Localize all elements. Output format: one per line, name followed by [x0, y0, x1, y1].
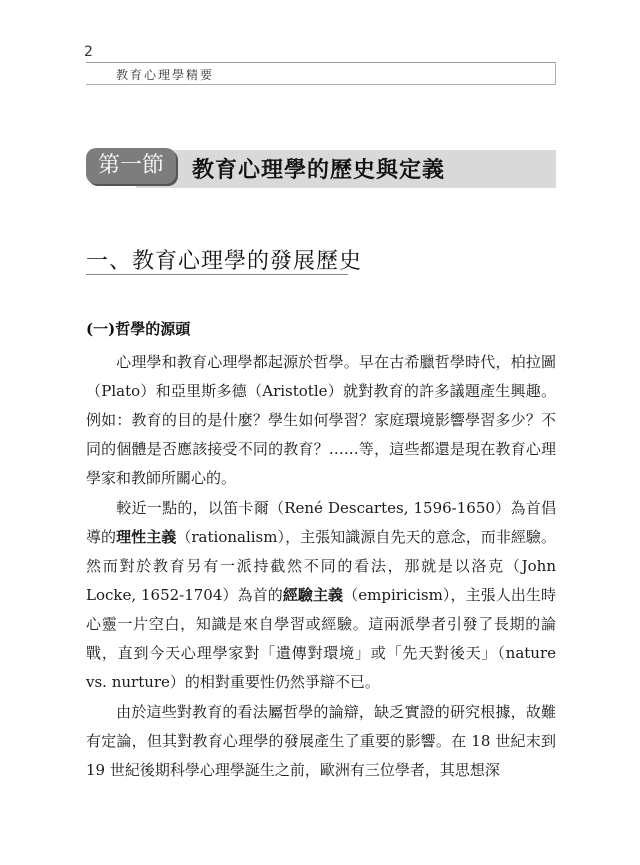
heading-2: (一)哲學的源頭 — [86, 320, 191, 338]
running-head: 教育心理學精要 — [116, 68, 215, 82]
heading-1: 一、教育心理學的發展歷史 — [86, 249, 363, 274]
paragraph-3-text: 由於這些對教育的看法屬哲學的論辯，缺乏實證的研究根據，故難有定論，但其對教育心理學的發展產生了重要的影響。在 18 世紀末到 19 世紀後期科學心理學誕生之前，歐洲有三位學者，其思想深 — [86, 703, 556, 779]
paragraph-2 — [86, 494, 556, 697]
paragraph-1 — [86, 348, 556, 493]
term-empiricism: 經驗主義 — [282, 586, 344, 604]
section-label: 第一節 — [86, 148, 176, 184]
header-rule-vertical — [555, 62, 556, 85]
paragraph-2-text-c: （rationalism），主張知識源自先天的意念，而非經驗。然而對於教育另有一派持截然不同的看法，那就是以洛克（John Locke, 1652-1704）為首的 — [86, 528, 556, 604]
section-title: 教育心理學的歷史與定義 — [192, 158, 446, 183]
heading-1-underline — [86, 274, 348, 275]
paragraph-1-text: 心理學和教育心理學都起源於哲學。早在古希臘哲學時代，柏拉圖（Plato）和亞里斯多德（Aristotle）就對教育的許多議題產生興趣。例如：教育的目的是什麼？學生如何學習？家庭環境影響學習多少？不同的個體是否應該接受不同的教育？……等，這些都還是現在教育心理學家和教師所關心的。 — [86, 353, 556, 487]
section-banner — [86, 148, 556, 188]
term-rationalism: 理性主義 — [116, 528, 177, 546]
header-rule-top — [86, 62, 556, 63]
header-rule-bottom — [86, 84, 556, 85]
paragraph-2-text-a: 較近一點的，以笛卡爾（René Descartes, 1596-1650）為首倡導的 — [86, 499, 556, 546]
paragraph-2-text-e: （empiricism），主張人出生時心靈一片空白，知識是來自學習或經驗。這兩派學者引發了長期的論戰，直到今天心理學家對「遺傳對環境」或「先天對後天」（nature vs. nurture）的相對重要性仍然爭辯不已。 — [86, 586, 556, 691]
page-number: 2 — [84, 44, 93, 60]
paragraph-3 — [86, 698, 556, 785]
